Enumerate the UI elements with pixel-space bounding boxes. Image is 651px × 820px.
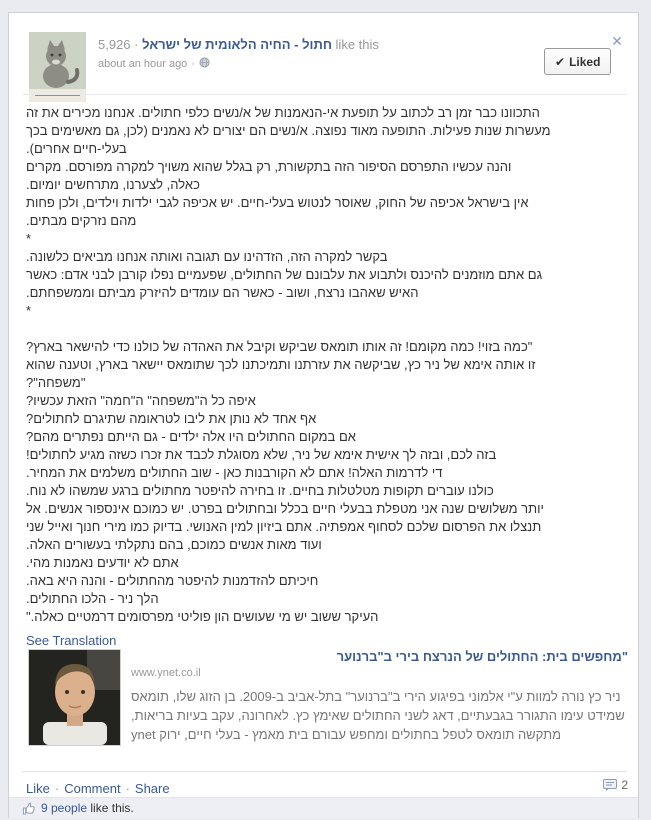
header-divider bbox=[22, 94, 627, 95]
post-text-line: והנה עכשיו התפרסם הסיפור הזה בתקשורת, רק בגלל שהוא משויך למקרה מפורסם. מקרים bbox=[26, 159, 512, 174]
post-text-line: ועוד מאות אנשים כמוכם, בהם נתקלתי בעשורים האלה. bbox=[26, 537, 322, 552]
post-text-line: חיכיתם להזדמנות להיפטר מהחתולים - והנה היא באה. bbox=[26, 573, 319, 588]
post-text-line: כאלה, לצערנו, מתרחשים יומיום. bbox=[26, 177, 200, 192]
post-text-line: התכוונו כבר זמן רב לכתוב על תופעת אי-הנאמנות של א/נשים כלפי חתולים. אנחנו מכירים את זה bbox=[26, 105, 540, 120]
comment-link[interactable]: Comment bbox=[64, 780, 121, 796]
likes-suffix: like this. bbox=[90, 801, 134, 815]
post-text-line: אף אחד לא נותן את ליבו לטראומה שתיגרם לחתולים? bbox=[26, 411, 317, 426]
share-link[interactable]: Share bbox=[134, 780, 170, 796]
attachment-description bbox=[131, 687, 628, 744]
post-text-line: יותר משלושים שנה אני מטפלת בבעלי חיים בכלל ובחתולים בפרט. יש כמוכם אינספור אנשים. אל bbox=[26, 501, 544, 516]
check-icon: ✔ bbox=[555, 54, 566, 69]
attachment-url: www.ynet.co.il bbox=[131, 667, 201, 679]
page-like-count: 5,926 bbox=[98, 37, 131, 52]
timestamp-link[interactable]: about an hour ago bbox=[98, 58, 188, 70]
header-separator: · bbox=[134, 37, 139, 52]
globe-privacy-icon bbox=[199, 57, 210, 71]
post-text-line: אתם לא יודעים נאמנות מהי. bbox=[26, 555, 179, 570]
post-text-line: די לדרמות האלה! אתם לא הקורבנות כאן - שוב החתולים משלמים את המחיר. bbox=[26, 465, 443, 480]
post-text-line: "כמה בזוי! כמה מקומם! זה אותו תומאס שביקש וקיבל את האהדה של כולנו כדי להישאר בארץ? bbox=[26, 339, 533, 354]
post-text-line: מעשרות שנות פעילות. התופעה מאוד נפוצה. א/נשים הם יצורים לא נאמנים (לכן, גם מאשימים בכך bbox=[26, 123, 551, 138]
post-text-line: אין בישראל אכיפה של החוק, שאוסר לנטוש בעלי-חיים. יש אכיפה לגבי ילדות וילדים, ולכן פחות bbox=[26, 195, 529, 210]
liked-button-label: Liked bbox=[569, 54, 601, 69]
post-text-line: אם במקום החתולים היו אלה ילדים - גם הייתם נפתרים מהם? bbox=[26, 429, 356, 444]
comment-bubble-icon bbox=[603, 779, 617, 791]
post-text-line: * bbox=[26, 303, 32, 318]
post-text-line: מהם נזרקים מבתים. bbox=[26, 213, 137, 228]
attachment-description-line: ניר כץ נורה למוות ע"י אלמוני בפיגוע הירי ב"ברנוער" בתל-אביב ב-2009. בן הזוג שלו, תומאס bbox=[131, 689, 621, 704]
post-card bbox=[8, 12, 639, 818]
actions-row bbox=[26, 777, 628, 799]
post-text-line: "משפחה"? bbox=[26, 375, 86, 390]
likes-footer bbox=[9, 797, 638, 818]
cat-avatar-image bbox=[29, 32, 86, 102]
post-meta-line bbox=[98, 57, 210, 71]
post-text-line: האיש שאהבו נרצח, ושוב - כאשר הם עומדים להיזרק מביתם וממשפחתם. bbox=[26, 285, 419, 300]
close-icon[interactable]: ✕ bbox=[611, 33, 623, 49]
attachment-thumbnail[interactable] bbox=[28, 649, 121, 746]
like-this-suffix: like this bbox=[335, 37, 379, 52]
post-text-line: זו אותה אימא של ניר כץ, שביקשה את עזרתנו ותמיכתנו לכך שתומאס יישאר בארץ, וטענה שהוא bbox=[26, 357, 536, 372]
post-text-line: כולנו עוברים תקופות מטלטלות בחיים. זו בחירה להיפטר מחתולים ברגע שמשהו לא נוח. bbox=[26, 483, 494, 498]
meta-separator: · bbox=[191, 58, 195, 70]
thumbs-up-icon bbox=[22, 802, 35, 815]
attachment-description-line: שמידט עימו התגורר בגבעתיים, דאג לשני החתולים שאימץ כץ. לאחרונה, עקב בעיות בריאות, bbox=[131, 708, 625, 723]
post-text-line: בקשר למקרה הזה, הזדהינו עם תגובה ואותה אנחנו מביאים כלשונה. bbox=[26, 249, 388, 264]
attachment-description-line: מתקשה תומאס לטפל בחתולים ומחפש עבורם בית מאמץ - בעלי חיים, ירוק ynet bbox=[131, 727, 561, 742]
likers-link[interactable]: 9 people bbox=[41, 801, 88, 815]
portrait-photo bbox=[29, 650, 120, 745]
see-translation-link[interactable]: See Translation bbox=[26, 633, 117, 648]
post-header-line bbox=[98, 37, 379, 52]
action-separator: · bbox=[125, 780, 130, 796]
action-separator: · bbox=[54, 780, 60, 796]
post-text-line: בזה לכם, ובזה לך אישית אימא של ניר, שלא מסוגלת לכבד את זכרו כשזה מגיע לחתולים! bbox=[26, 447, 497, 462]
post-text-line: העיקר ששוב יש מי שעושים הון פוליטי מפרסומים דרמטיים כאלה." bbox=[26, 609, 379, 624]
post-text-line: תנצלו את הפרסום שלכם לסחוף אמפתיה. אתם ביזיון למין האנושי. בדיוק כמו מירי חנוך ואייל שני bbox=[26, 519, 542, 534]
post-text-line: גם אתם מוזמנים להיכנס ולתבוע את עלבונם של החתולים, שפעמיים נפלו קורבן לבני אדם: כאשר bbox=[26, 267, 543, 282]
page-avatar[interactable] bbox=[29, 32, 86, 102]
comment-count[interactable] bbox=[603, 778, 628, 792]
actions-divider bbox=[22, 771, 627, 772]
liked-button[interactable] bbox=[544, 48, 611, 75]
post-text-line: איפה כל ה"משפחה" ה"חמה" הזאת עכשיו? bbox=[26, 393, 256, 408]
comment-count-value: 2 bbox=[621, 778, 628, 792]
attachment-title-link[interactable]: "מחפשים בית: החתולים של הנרצח בירי ב"ברנוער bbox=[336, 649, 628, 664]
post-body-text bbox=[26, 104, 628, 626]
like-link[interactable]: Like bbox=[26, 780, 50, 796]
post-text-line: בעלי-חיים אחרים). bbox=[26, 141, 127, 156]
attachment-texts bbox=[131, 649, 628, 744]
page-name-link[interactable]: חתול - החיה הלאומית של ישראל bbox=[142, 37, 332, 52]
post-text-line bbox=[26, 320, 628, 338]
post-text-line: הלך ניר - הלכו החתולים. bbox=[26, 591, 159, 606]
post-text-line: * bbox=[26, 231, 32, 246]
